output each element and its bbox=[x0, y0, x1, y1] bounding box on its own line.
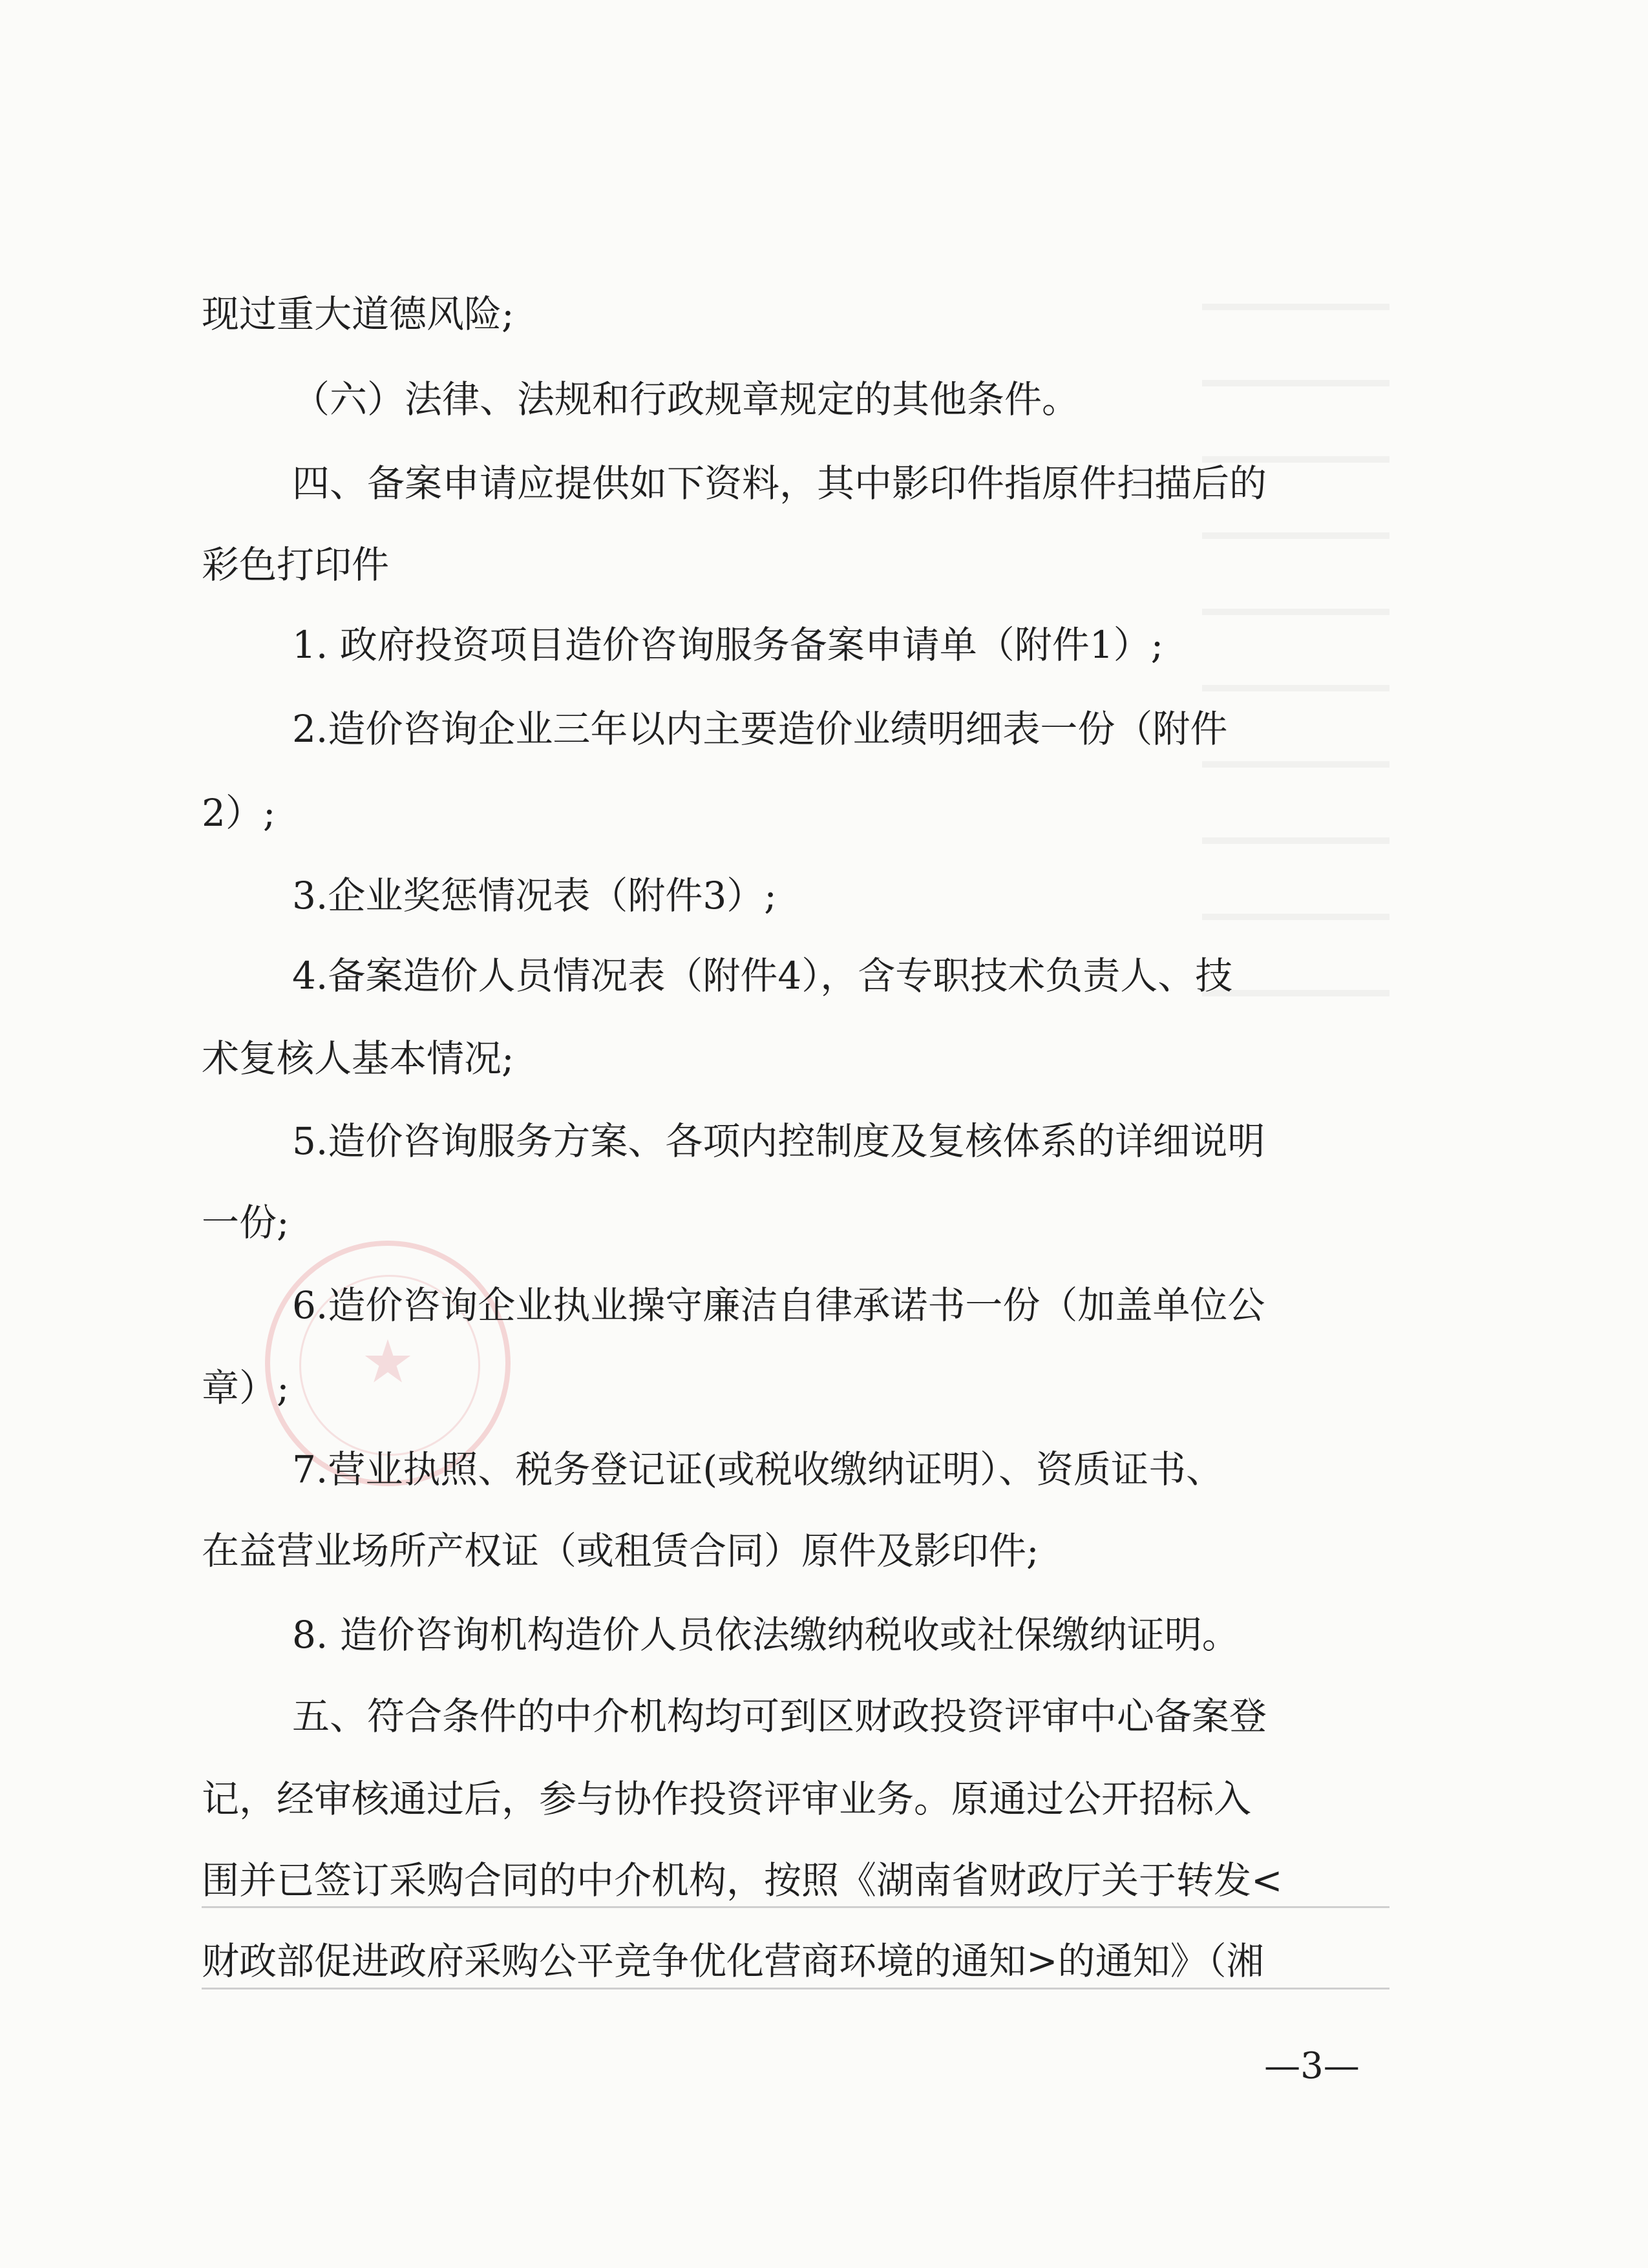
line-text: 3.企业奖惩情况表（附件3）; bbox=[292, 874, 777, 918]
line-text: 5.造价咨询服务方案、各项内控制度及复核体系的详细说明 bbox=[292, 1119, 1265, 1163]
line-text: 记，经审核通过后，参与协作投资评审业务。原通过公开招标入 bbox=[202, 1777, 1252, 1821]
line-text: 6.造价咨询企业执业操守廉洁自律承诺书一份（加盖单位公 bbox=[292, 1283, 1265, 1327]
line-text: 2）; bbox=[202, 791, 276, 835]
document-line bbox=[0, 1609, 1648, 1661]
line-text: 现过重大道德风险; bbox=[202, 292, 514, 336]
document-line bbox=[0, 539, 1648, 591]
line-text: 2.造价咨询企业三年以内主要造价业绩明细表一份（附件 bbox=[292, 707, 1228, 751]
document-line bbox=[0, 1115, 1648, 1167]
document-line bbox=[0, 787, 1648, 839]
line-text: 在益营业场所产权证（或租赁合同）原件及影印件; bbox=[202, 1529, 1039, 1573]
document-line bbox=[0, 870, 1648, 921]
line-text: 财政部促进政府采购公平竞争优化营商环境的通知>的通知》（湘 bbox=[202, 1939, 1264, 1983]
divider-line bbox=[202, 1906, 1389, 1908]
document-line bbox=[0, 457, 1648, 509]
line-text: 1. 政府投资项目造价咨询服务备案申请单（附件1）; bbox=[292, 623, 1164, 667]
divider-line bbox=[202, 1988, 1389, 1990]
document-line bbox=[0, 619, 1648, 671]
line-text: 4.备案造价人员情况表（附件4），含专职技术负责人、技 bbox=[292, 954, 1233, 998]
document-line bbox=[0, 288, 1648, 340]
document-line bbox=[0, 950, 1648, 1002]
line-text: 术复核人基本情况; bbox=[202, 1036, 514, 1080]
document-line bbox=[0, 1279, 1648, 1331]
document-line bbox=[0, 1773, 1648, 1825]
document-line bbox=[0, 703, 1648, 755]
line-text: 围并已签订采购合同的中介机构，按照《湖南省财政厅关于转发< bbox=[202, 1858, 1283, 1902]
line-text: 一份; bbox=[202, 1201, 290, 1244]
line-text: 章）; bbox=[202, 1366, 290, 1410]
line-text: 彩色打印件 bbox=[202, 543, 390, 587]
document-line bbox=[0, 1854, 1648, 1906]
document-line bbox=[0, 373, 1648, 425]
line-text: 7.营业执照、税务登记证(或税收缴纳证明）、资质证书、 bbox=[292, 1447, 1223, 1491]
document-line bbox=[0, 1362, 1648, 1414]
document-line bbox=[0, 1197, 1648, 1248]
page-number: —3— bbox=[1264, 2045, 1360, 2087]
document-line bbox=[0, 1690, 1648, 1742]
line-text: 8. 造价咨询机构造价人员依法缴纳税收或社保缴纳证明。 bbox=[292, 1613, 1240, 1657]
document-line bbox=[0, 1935, 1648, 1987]
line-text: 五、符合条件的中介机构均可到区财政投资评审中心备案登 bbox=[292, 1694, 1267, 1738]
document-line bbox=[0, 1444, 1648, 1495]
document-line bbox=[0, 1033, 1648, 1084]
line-text: 四、备案申请应提供如下资料，其中影印件指原件扫描后的 bbox=[292, 461, 1267, 505]
document-line bbox=[0, 1525, 1648, 1577]
line-text: （六）法律、法规和行政规章规定的其他条件。 bbox=[292, 377, 1080, 421]
